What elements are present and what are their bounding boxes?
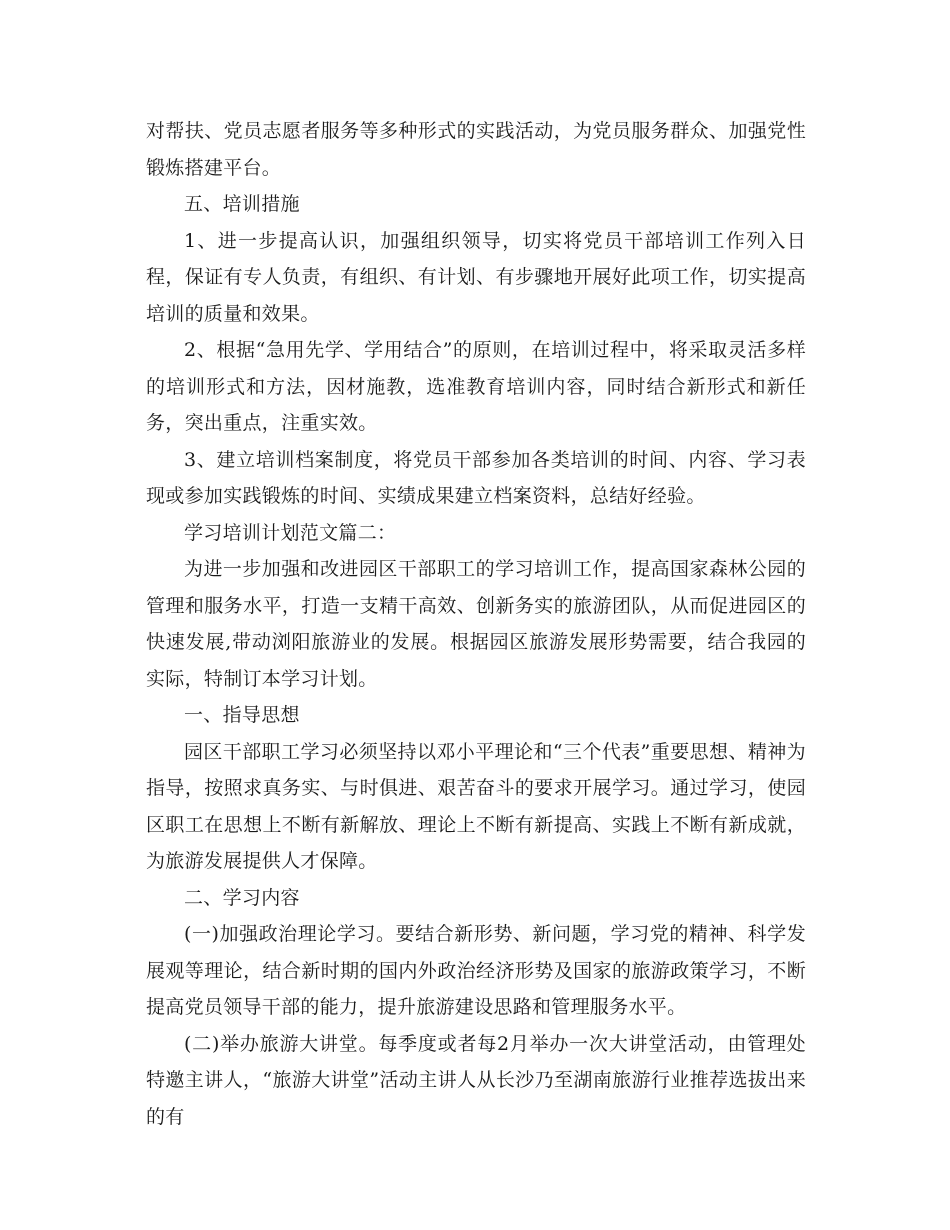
paragraph-intro: 为进一步加强和改进园区干部职工的学习培训工作，提高国家森林公园的管理和服务水平，打造一支精干高效、创新务实的旅游团队，从而促进园区的快速发展,带动浏阳旅游业的发展。根据园区旅游发展形势需要，结合我园的实际，特制订本学习计划。: [146, 558, 806, 690]
section-heading-training-measures: 五、培训措施: [184, 193, 300, 215]
paragraph-measure-3: 3、建立培训档案制度，将党员干部参加各类培训的时间、内容、学习表现或参加实践锻炼的时间、实绩成果建立档案资料，总结好经验。: [146, 448, 806, 507]
section-heading-sample-two: 学习培训计划范文篇二：: [184, 521, 397, 544]
paragraph-measure-2: 2、根据“急用先学、学用结合”的原则，在培训过程中，将采取灵活多样的培训形式和方法，因材施教，选准教育培训内容，同时结合新形式和新任务，突出重点，注重实效。: [146, 339, 806, 434]
section-heading-study-content: 二、学习内容: [184, 886, 300, 909]
section-heading-guiding-thought: 一、指导思想: [184, 704, 300, 726]
paragraph-tourism-lecture: (二)举办旅游大讲堂。每季度或者每2月举办一次大讲堂活动，由管理处特邀主讲人，“旅游大讲堂”活动主讲人从长沙乃至湖南旅游行业推荐选拔出来的有: [146, 1032, 806, 1128]
paragraph-continuation: 对帮扶、党员志愿者服务等多种形式的实践活动，为党员服务群众、加强党性锻炼搭建平台。: [146, 120, 806, 179]
document-body: [146, 113, 806, 1135]
paragraph-guiding-thought: 园区干部职工学习必须坚持以邓小平理论和“三个代表”重要思想、精神为指导，按照求真务实、与时俱进、艰苦奋斗的要求开展学习。通过学习，使园区职工在思想上不断有新解放、理论上不断有新提高、实践上不断有新成就，为旅游发展提供人才保障。: [146, 740, 806, 872]
paragraph-measure-1: 1、进一步提高认识，加强组织领导，切实将党员干部培训工作列入日程，保证有专人负责，有组织、有计划、有步骤地开展好此项工作，切实提高培训的质量和效果。: [146, 229, 806, 325]
paragraph-political-study: (一)加强政治理论学习。要结合新形势、新问题，学习党的精神、科学发展观等理论，结合新时期的国内外政治经济形势及国家的旅游政策学习，不断提高党员领导干部的能力，提升旅游建设思路和管理服务水平。: [146, 923, 806, 1018]
